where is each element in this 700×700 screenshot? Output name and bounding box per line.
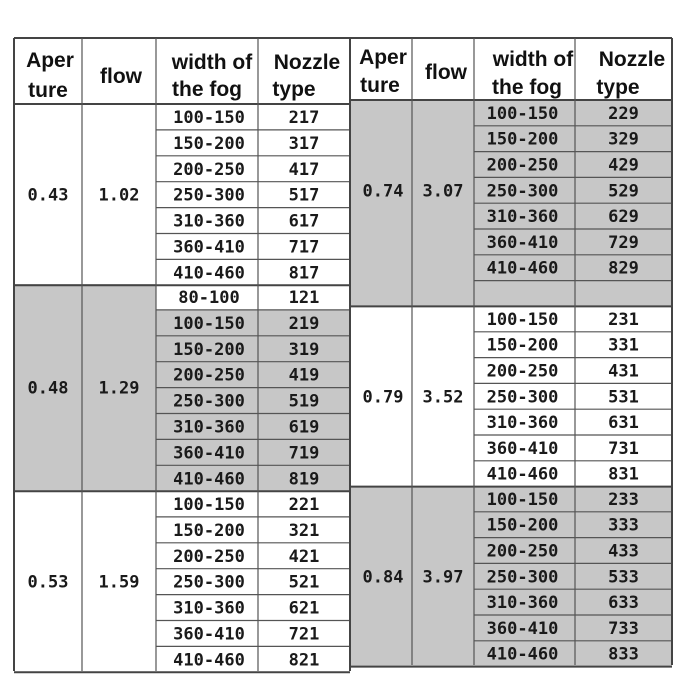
nozzle-type-cell: 721 (288, 624, 320, 645)
nozzle-type-cell: 431 (608, 361, 639, 382)
nozzle-type-cell: 321 (288, 520, 320, 541)
nozzle-type-cell: 821 (288, 650, 320, 671)
fog-width-cell: 410-460 (486, 644, 559, 665)
fog-width-cell: 250-300 (486, 387, 559, 408)
nozzle-type-cell: 233 (608, 489, 639, 510)
nozzle-type-cell: 433 (608, 541, 639, 562)
fog-width-cell: 310-360 (486, 413, 559, 434)
header-aperture-left-line2: ture (28, 79, 68, 102)
nozzle-type-cell: 833 (608, 644, 639, 665)
table-header (26, 46, 665, 102)
fog-width-cell: 100-150 (173, 494, 245, 515)
nozzle-type-cell: 617 (288, 211, 320, 232)
flow-value: 1.29 (98, 378, 140, 399)
nozzle-type-cell: 733 (608, 618, 639, 639)
fog-width-cell: 150-200 (173, 133, 245, 154)
nozzle-type-cell: 333 (608, 515, 639, 536)
aperture-value: 0.79 (362, 387, 404, 408)
nozzle-type-cell: 319 (288, 339, 320, 360)
fog-width-cell: 360-410 (173, 443, 245, 464)
fog-width-cell: 360-410 (486, 618, 559, 639)
nozzle-type-cell: 619 (288, 417, 320, 438)
nozzle-type-cell: 633 (608, 593, 639, 614)
fog-width-cell: 250-300 (486, 567, 559, 588)
fog-width-cell: 200-250 (486, 361, 559, 382)
header-aperture-left-line1: Aper (26, 49, 74, 72)
nozzle-type-cell: 819 (288, 469, 320, 490)
fog-width-cell: 310-360 (486, 593, 559, 614)
header-flow-left: flow (100, 65, 142, 88)
nozzle-type-cell: 621 (288, 598, 320, 619)
fog-width-cell: 150-200 (486, 515, 559, 536)
fog-width-cell: 360-410 (173, 237, 245, 258)
nozzle-type-cell: 529 (608, 181, 639, 202)
flow-value: 1.02 (98, 185, 140, 206)
nozzle-type-cell: 731 (608, 438, 639, 459)
fog-width-cell: 150-200 (173, 339, 245, 360)
header-nozzle-left-line1: Nozzle (273, 51, 341, 74)
fog-width-cell: 310-360 (486, 207, 559, 228)
aperture-value: 0.43 (27, 185, 69, 206)
header-flow-right: flow (425, 61, 467, 84)
nozzle-type-cell: 331 (608, 335, 639, 356)
flow-value: 3.07 (422, 181, 464, 202)
fog-width-cell: 410-460 (486, 258, 559, 279)
flow-value: 3.97 (422, 567, 464, 588)
fog-width-cell: 200-250 (486, 541, 559, 562)
fog-width-cell: 100-150 (486, 489, 559, 510)
fog-width-cell: 360-410 (173, 624, 245, 645)
fog-width-cell: 100-150 (486, 103, 559, 124)
nozzle-type-cell: 719 (288, 443, 320, 464)
nozzle-type-cell: 217 (288, 107, 320, 128)
nozzle-type-cell: 629 (608, 207, 639, 228)
fog-width-cell: 310-360 (173, 598, 245, 619)
fog-width-cell: 250-300 (486, 181, 559, 202)
header-aperture-right-line2: ture (360, 74, 400, 97)
header-width-left-line1: width of (171, 51, 253, 74)
fog-width-cell: 150-200 (486, 129, 559, 150)
fog-width-cell: 410-460 (173, 263, 245, 284)
flow-value: 3.52 (422, 387, 464, 408)
aperture-value: 0.84 (362, 567, 404, 588)
fog-width-cell: 250-300 (173, 572, 245, 593)
fog-width-cell: 150-200 (486, 335, 559, 356)
fog-width-cell: 200-250 (173, 159, 245, 180)
header-nozzle-right-line2: type (596, 76, 640, 99)
aperture-value: 0.74 (362, 181, 404, 202)
fog-width-cell: 250-300 (173, 391, 245, 412)
fog-width-cell: 100-150 (173, 313, 245, 334)
nozzle-type-cell: 429 (608, 155, 639, 176)
fog-width-cell: 360-410 (486, 438, 559, 459)
fog-width-cell: 200-250 (173, 365, 245, 386)
nozzle-type-cell: 531 (608, 387, 639, 408)
fog-width-cell: 100-150 (173, 107, 245, 128)
nozzle-type-cell: 417 (288, 159, 320, 180)
nozzle-type-cell: 221 (288, 494, 320, 515)
header-width-right-line2: the fog (492, 76, 562, 99)
nozzle-type-cell: 717 (288, 237, 320, 258)
header-aperture-right-line1: Aper (359, 46, 407, 69)
nozzle-type-cell: 219 (288, 313, 320, 334)
nozzle-type-cell: 533 (608, 567, 639, 588)
aperture-value: 0.48 (27, 378, 69, 399)
nozzle-type-cell: 521 (288, 572, 320, 593)
nozzle-type-cell: 729 (608, 232, 639, 253)
nozzle-type-cell: 631 (608, 413, 639, 434)
fog-width-cell: 150-200 (173, 520, 245, 541)
fog-width-cell: 410-460 (486, 464, 559, 485)
fog-width-cell: 250-300 (173, 185, 245, 206)
nozzle-type-cell: 831 (608, 464, 639, 485)
nozzle-type-cell: 519 (288, 391, 320, 412)
fog-width-cell: 100-150 (486, 309, 559, 330)
header-nozzle-left-line2: type (272, 78, 316, 101)
fog-width-cell: 80-100 (178, 287, 240, 308)
fog-width-cell: 410-460 (173, 650, 245, 671)
fog-width-cell: 200-250 (173, 546, 245, 567)
nozzle-type-cell: 329 (608, 129, 639, 150)
fog-width-cell: 310-360 (173, 211, 245, 232)
header-width-right-line1: width of (492, 48, 574, 71)
nozzle-type-cell: 317 (288, 133, 320, 154)
fog-width-cell: 200-250 (486, 155, 559, 176)
nozzle-type-cell: 829 (608, 258, 639, 279)
header-width-left-line2: the fog (172, 78, 242, 101)
header-nozzle-right-line1: Nozzle (598, 48, 666, 71)
fog-width-cell: 310-360 (173, 417, 245, 438)
nozzle-type-cell: 229 (608, 103, 639, 124)
aperture-value: 0.53 (27, 572, 69, 593)
nozzle-type-cell: 419 (288, 365, 320, 386)
fog-width-cell: 410-460 (173, 469, 245, 490)
flow-value: 1.59 (98, 572, 140, 593)
nozzle-type-cell: 817 (288, 263, 320, 284)
fog-width-cell: 360-410 (486, 232, 559, 253)
nozzle-type-cell: 421 (288, 546, 320, 567)
nozzle-type-cell: 231 (608, 309, 639, 330)
nozzle-type-cell: 121 (288, 287, 320, 308)
nozzle-type-cell: 517 (288, 185, 320, 206)
